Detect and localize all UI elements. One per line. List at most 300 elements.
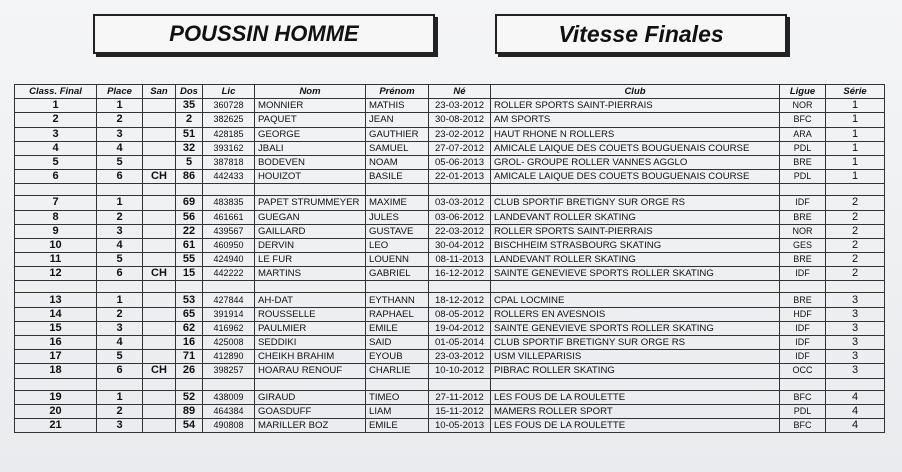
cell-lic: 416962 xyxy=(203,321,255,335)
cell-ligue: BFC xyxy=(780,418,826,432)
cell-place: 1 xyxy=(97,99,143,113)
cell-class-final: 14 xyxy=(15,307,97,321)
cell-san xyxy=(143,238,176,252)
cell-club: LES FOUS DE LA ROULETTE xyxy=(491,418,780,432)
cell-san xyxy=(143,418,176,432)
empty-cell xyxy=(203,378,255,390)
table-row xyxy=(15,99,885,113)
cell-serie: 3 xyxy=(826,307,885,321)
empty-cell xyxy=(826,184,885,196)
empty-cell xyxy=(97,184,143,196)
cell-prenom: CHARLIE xyxy=(366,364,429,378)
empty-cell xyxy=(366,184,429,196)
cell-lic: 387818 xyxy=(203,155,255,169)
col-club: Club xyxy=(491,85,780,99)
cell-nom: GEORGE xyxy=(255,127,366,141)
cell-serie: 1 xyxy=(826,113,885,127)
cell-nom: BODEVEN xyxy=(255,155,366,169)
cell-place: 4 xyxy=(97,238,143,252)
cell-club: AMICALE LAIQUE DES COUETS BOUGUENAIS COURSE xyxy=(491,170,780,184)
cell-ne: 27-07-2012 xyxy=(429,141,491,155)
cell-serie: 1 xyxy=(826,155,885,169)
cell-serie: 3 xyxy=(826,336,885,350)
cell-club: MAMERS ROLLER SPORT xyxy=(491,404,780,418)
cell-dos: 62 xyxy=(176,321,203,335)
cell-ligue: BRE xyxy=(780,253,826,267)
cell-lic: 464384 xyxy=(203,404,255,418)
cell-ne: 15-11-2012 xyxy=(429,404,491,418)
cell-prenom: LIAM xyxy=(366,404,429,418)
series-separator xyxy=(15,184,885,196)
empty-cell xyxy=(491,281,780,293)
col-nom: Nom xyxy=(255,85,366,99)
cell-ne: 10-10-2012 xyxy=(429,364,491,378)
col-lic: Lic xyxy=(203,85,255,99)
table-row xyxy=(15,364,885,378)
cell-serie: 4 xyxy=(826,390,885,404)
cell-ne: 27-11-2012 xyxy=(429,390,491,404)
cell-class-final: 1 xyxy=(15,99,97,113)
cell-place: 2 xyxy=(97,307,143,321)
cell-place: 6 xyxy=(97,170,143,184)
cell-class-final: 6 xyxy=(15,170,97,184)
table-row xyxy=(15,350,885,364)
cell-ligue: NOR xyxy=(780,224,826,238)
cell-dos: 56 xyxy=(176,210,203,224)
cell-club: AM SPORTS xyxy=(491,113,780,127)
cell-ligue: IDF xyxy=(780,196,826,210)
cell-prenom: EYTHANN xyxy=(366,293,429,307)
empty-cell xyxy=(780,184,826,196)
table-row xyxy=(15,293,885,307)
cell-nom: GIRAUD xyxy=(255,390,366,404)
cell-club: CPAL LOCMINE xyxy=(491,293,780,307)
cell-dos: 32 xyxy=(176,141,203,155)
cell-dos: 61 xyxy=(176,238,203,252)
cell-ne: 01-05-2014 xyxy=(429,336,491,350)
cell-lic: 442433 xyxy=(203,170,255,184)
cell-lic: 490808 xyxy=(203,418,255,432)
table-row xyxy=(15,336,885,350)
empty-cell xyxy=(97,281,143,293)
table-row xyxy=(15,267,885,281)
cell-dos: 55 xyxy=(176,253,203,267)
empty-cell xyxy=(826,378,885,390)
cell-nom: LE FUR xyxy=(255,253,366,267)
cell-ligue: BRE xyxy=(780,155,826,169)
cell-ne: 22-03-2012 xyxy=(429,224,491,238)
cell-serie: 2 xyxy=(826,253,885,267)
cell-prenom: GUSTAVE xyxy=(366,224,429,238)
cell-lic: 461661 xyxy=(203,210,255,224)
cell-class-final: 13 xyxy=(15,293,97,307)
cell-serie: 2 xyxy=(826,238,885,252)
empty-cell xyxy=(143,378,176,390)
cell-san xyxy=(143,253,176,267)
cell-class-final: 21 xyxy=(15,418,97,432)
empty-cell xyxy=(15,378,97,390)
cell-lic: 391914 xyxy=(203,307,255,321)
cell-nom: MONNIER xyxy=(255,99,366,113)
cell-dos: 69 xyxy=(176,196,203,210)
cell-san: CH xyxy=(143,170,176,184)
cell-class-final: 2 xyxy=(15,113,97,127)
cell-club: AMICALE LAIQUE DES COUETS BOUGUENAIS COURSE xyxy=(491,141,780,155)
cell-san xyxy=(143,307,176,321)
empty-cell xyxy=(780,281,826,293)
cell-class-final: 9 xyxy=(15,224,97,238)
cell-san xyxy=(143,113,176,127)
cell-dos: 26 xyxy=(176,364,203,378)
cell-lic: 393162 xyxy=(203,141,255,155)
cell-prenom: TIMEO xyxy=(366,390,429,404)
cell-club: GROL- GROUPE ROLLER VANNES AGGLO xyxy=(491,155,780,169)
empty-cell xyxy=(176,378,203,390)
cell-lic: 427844 xyxy=(203,293,255,307)
cell-lic: 428185 xyxy=(203,127,255,141)
empty-cell xyxy=(176,281,203,293)
cell-ne: 30-04-2012 xyxy=(429,238,491,252)
cell-nom: GOASDUFF xyxy=(255,404,366,418)
cell-prenom: MATHIS xyxy=(366,99,429,113)
cell-ne: 08-05-2012 xyxy=(429,307,491,321)
empty-cell xyxy=(97,378,143,390)
table-row xyxy=(15,170,885,184)
cell-prenom: RAPHAEL xyxy=(366,307,429,321)
cell-class-final: 20 xyxy=(15,404,97,418)
cell-dos: 53 xyxy=(176,293,203,307)
cell-ligue: BFC xyxy=(780,113,826,127)
results-table xyxy=(14,84,885,433)
table-row xyxy=(15,390,885,404)
cell-place: 5 xyxy=(97,155,143,169)
cell-class-final: 18 xyxy=(15,364,97,378)
cell-class-final: 19 xyxy=(15,390,97,404)
series-separator xyxy=(15,281,885,293)
cell-ligue: PDL xyxy=(780,170,826,184)
cell-san xyxy=(143,390,176,404)
cell-place: 1 xyxy=(97,293,143,307)
cell-lic: 460950 xyxy=(203,238,255,252)
cell-club: PIBRAC ROLLER SKATING xyxy=(491,364,780,378)
cell-place: 5 xyxy=(97,253,143,267)
cell-ne: 30-08-2012 xyxy=(429,113,491,127)
empty-cell xyxy=(203,184,255,196)
cell-club: ROLLER SPORTS SAINT-PIERRAIS xyxy=(491,99,780,113)
cell-ligue: OCC xyxy=(780,364,826,378)
cell-prenom: EMILE xyxy=(366,418,429,432)
cell-prenom: MAXIME xyxy=(366,196,429,210)
empty-cell xyxy=(366,281,429,293)
cell-serie: 2 xyxy=(826,267,885,281)
cell-nom: MARILLER BOZ xyxy=(255,418,366,432)
cell-san xyxy=(143,141,176,155)
cell-place: 1 xyxy=(97,196,143,210)
cell-place: 4 xyxy=(97,141,143,155)
cell-club: SAINTE GENEVIEVE SPORTS ROLLER SKATING xyxy=(491,321,780,335)
cell-class-final: 17 xyxy=(15,350,97,364)
empty-cell xyxy=(366,378,429,390)
cell-ligue: PDL xyxy=(780,141,826,155)
cell-san xyxy=(143,210,176,224)
cell-prenom: SAMUEL xyxy=(366,141,429,155)
cell-place: 3 xyxy=(97,224,143,238)
cell-san xyxy=(143,196,176,210)
cell-club: SAINTE GENEVIEVE SPORTS ROLLER SKATING xyxy=(491,267,780,281)
cell-class-final: 15 xyxy=(15,321,97,335)
empty-cell xyxy=(255,378,366,390)
cell-prenom: LEO xyxy=(366,238,429,252)
empty-cell xyxy=(429,378,491,390)
cell-prenom: GAUTHIER xyxy=(366,127,429,141)
cell-prenom: JULES xyxy=(366,210,429,224)
cell-lic: 360728 xyxy=(203,99,255,113)
table-row xyxy=(15,127,885,141)
cell-serie: 3 xyxy=(826,350,885,364)
cell-place: 2 xyxy=(97,404,143,418)
cell-san xyxy=(143,293,176,307)
cell-dos: 86 xyxy=(176,170,203,184)
cell-ligue: NOR xyxy=(780,99,826,113)
cell-lic: 438009 xyxy=(203,390,255,404)
cell-ne: 18-12-2012 xyxy=(429,293,491,307)
cell-place: 3 xyxy=(97,127,143,141)
cell-nom: GAILLARD xyxy=(255,224,366,238)
cell-dos: 5 xyxy=(176,155,203,169)
cell-ne: 03-03-2012 xyxy=(429,196,491,210)
cell-club: USM VILLEPARISIS xyxy=(491,350,780,364)
cell-prenom: BASILE xyxy=(366,170,429,184)
cell-dos: 65 xyxy=(176,307,203,321)
table-row xyxy=(15,155,885,169)
cell-nom: AH-DAT xyxy=(255,293,366,307)
cell-prenom: EYOUB xyxy=(366,350,429,364)
cell-prenom: JEAN xyxy=(366,113,429,127)
cell-club: LES FOUS DE LA ROULETTE xyxy=(491,390,780,404)
empty-cell xyxy=(15,281,97,293)
cell-lic: 442222 xyxy=(203,267,255,281)
cell-san: CH xyxy=(143,267,176,281)
cell-class-final: 12 xyxy=(15,267,97,281)
cell-ligue: BRE xyxy=(780,293,826,307)
cell-dos: 16 xyxy=(176,336,203,350)
col-serie: Série xyxy=(826,85,885,99)
cell-ligue: IDF xyxy=(780,267,826,281)
event-title: Vitesse Finales xyxy=(495,14,787,54)
cell-nom: HOUIZOT xyxy=(255,170,366,184)
table-row xyxy=(15,321,885,335)
cell-san xyxy=(143,350,176,364)
cell-ligue: GES xyxy=(780,238,826,252)
cell-lic: 483835 xyxy=(203,196,255,210)
cell-ligue: PDL xyxy=(780,404,826,418)
cell-club: ROLLERS EN AVESNOIS xyxy=(491,307,780,321)
cell-club: BISCHHEIM STRASBOURG SKATING xyxy=(491,238,780,252)
cell-nom: PAPET STRUMMEYER xyxy=(255,196,366,210)
cell-class-final: 4 xyxy=(15,141,97,155)
empty-cell xyxy=(429,281,491,293)
table-row xyxy=(15,238,885,252)
col-class-final: Class. Final xyxy=(15,85,97,99)
series-separator xyxy=(15,378,885,390)
table-row xyxy=(15,404,885,418)
cell-prenom: LOUENN xyxy=(366,253,429,267)
cell-lic: 398257 xyxy=(203,364,255,378)
cell-nom: ROUSSELLE xyxy=(255,307,366,321)
cell-san xyxy=(143,99,176,113)
col-ligue: Ligue xyxy=(780,85,826,99)
cell-ligue: IDF xyxy=(780,321,826,335)
cell-san xyxy=(143,155,176,169)
table-row xyxy=(15,113,885,127)
cell-place: 3 xyxy=(97,321,143,335)
cell-ne: 03-06-2012 xyxy=(429,210,491,224)
cell-serie: 3 xyxy=(826,321,885,335)
cell-ligue: BFC xyxy=(780,390,826,404)
col-san: San xyxy=(143,85,176,99)
cell-ne: 23-03-2012 xyxy=(429,99,491,113)
empty-cell xyxy=(826,281,885,293)
table-row xyxy=(15,307,885,321)
cell-class-final: 5 xyxy=(15,155,97,169)
cell-nom: PAULMIER xyxy=(255,321,366,335)
results-body xyxy=(15,99,885,433)
category-title: POUSSIN HOMME xyxy=(93,14,435,54)
cell-ligue: BRE xyxy=(780,210,826,224)
col-place: Place xyxy=(97,85,143,99)
cell-lic: 382625 xyxy=(203,113,255,127)
cell-nom: SEDDIKI xyxy=(255,336,366,350)
cell-place: 4 xyxy=(97,336,143,350)
cell-ne: 22-01-2013 xyxy=(429,170,491,184)
cell-class-final: 11 xyxy=(15,253,97,267)
cell-club: ROLLER SPORTS SAINT-PIERRAIS xyxy=(491,224,780,238)
cell-ligue: IDF xyxy=(780,336,826,350)
table-row xyxy=(15,210,885,224)
cell-prenom: NOAM xyxy=(366,155,429,169)
cell-club: CLUB SPORTIF BRETIGNY SUR ORGE RS xyxy=(491,196,780,210)
cell-lic: 425008 xyxy=(203,336,255,350)
cell-dos: 22 xyxy=(176,224,203,238)
table-row xyxy=(15,224,885,238)
cell-class-final: 8 xyxy=(15,210,97,224)
cell-nom: DERVIN xyxy=(255,238,366,252)
cell-place: 2 xyxy=(97,210,143,224)
cell-class-final: 7 xyxy=(15,196,97,210)
cell-ne: 08-11-2013 xyxy=(429,253,491,267)
empty-cell xyxy=(491,184,780,196)
cell-ne: 05-06-2013 xyxy=(429,155,491,169)
cell-serie: 1 xyxy=(826,99,885,113)
table-row xyxy=(15,196,885,210)
empty-cell xyxy=(491,378,780,390)
cell-place: 3 xyxy=(97,418,143,432)
cell-ligue: ARA xyxy=(780,127,826,141)
cell-serie: 3 xyxy=(826,364,885,378)
cell-prenom: EMILE xyxy=(366,321,429,335)
cell-san xyxy=(143,224,176,238)
cell-class-final: 16 xyxy=(15,336,97,350)
cell-nom: CHEIKH BRAHIM xyxy=(255,350,366,364)
col-prenom: Prénom xyxy=(366,85,429,99)
cell-serie: 1 xyxy=(826,141,885,155)
cell-lic: 439567 xyxy=(203,224,255,238)
cell-dos: 35 xyxy=(176,99,203,113)
cell-nom: PAQUET xyxy=(255,113,366,127)
cell-ligue: HDF xyxy=(780,307,826,321)
cell-place: 6 xyxy=(97,364,143,378)
cell-lic: 412890 xyxy=(203,350,255,364)
cell-dos: 71 xyxy=(176,350,203,364)
cell-ligue: IDF xyxy=(780,350,826,364)
cell-ne: 23-03-2012 xyxy=(429,350,491,364)
cell-serie: 1 xyxy=(826,127,885,141)
cell-ne: 19-04-2012 xyxy=(429,321,491,335)
cell-dos: 51 xyxy=(176,127,203,141)
empty-cell xyxy=(143,281,176,293)
cell-club: LANDEVANT ROLLER SKATING xyxy=(491,253,780,267)
empty-cell xyxy=(255,281,366,293)
cell-place: 5 xyxy=(97,350,143,364)
cell-san xyxy=(143,404,176,418)
cell-san xyxy=(143,336,176,350)
cell-place: 2 xyxy=(97,113,143,127)
cell-nom: JBALI xyxy=(255,141,366,155)
empty-cell xyxy=(176,184,203,196)
table-row xyxy=(15,253,885,267)
cell-serie: 2 xyxy=(826,196,885,210)
cell-club: HAUT RHONE N ROLLERS xyxy=(491,127,780,141)
cell-class-final: 10 xyxy=(15,238,97,252)
cell-lic: 424940 xyxy=(203,253,255,267)
cell-ne: 23-02-2012 xyxy=(429,127,491,141)
col-dos: Dos xyxy=(176,85,203,99)
cell-san xyxy=(143,321,176,335)
cell-dos: 54 xyxy=(176,418,203,432)
cell-nom: GUEGAN xyxy=(255,210,366,224)
cell-dos: 89 xyxy=(176,404,203,418)
empty-cell xyxy=(15,184,97,196)
cell-prenom: SAID xyxy=(366,336,429,350)
cell-serie: 2 xyxy=(826,210,885,224)
cell-club: LANDEVANT ROLLER SKATING xyxy=(491,210,780,224)
cell-nom: HOARAU RENOUF xyxy=(255,364,366,378)
empty-cell xyxy=(255,184,366,196)
cell-dos: 2 xyxy=(176,113,203,127)
cell-class-final: 3 xyxy=(15,127,97,141)
cell-serie: 3 xyxy=(826,293,885,307)
col-ne: Né xyxy=(429,85,491,99)
empty-cell xyxy=(143,184,176,196)
empty-cell xyxy=(203,281,255,293)
cell-place: 1 xyxy=(97,390,143,404)
empty-cell xyxy=(780,378,826,390)
cell-prenom: GABRIEL xyxy=(366,267,429,281)
table-row xyxy=(15,141,885,155)
table-row xyxy=(15,418,885,432)
empty-cell xyxy=(429,184,491,196)
cell-serie: 2 xyxy=(826,224,885,238)
cell-san: CH xyxy=(143,364,176,378)
cell-serie: 1 xyxy=(826,170,885,184)
header-row xyxy=(15,85,885,99)
cell-san xyxy=(143,127,176,141)
cell-ne: 10-05-2013 xyxy=(429,418,491,432)
cell-club: CLUB SPORTIF BRETIGNY SUR ORGE RS xyxy=(491,336,780,350)
cell-ne: 16-12-2012 xyxy=(429,267,491,281)
cell-place: 6 xyxy=(97,267,143,281)
cell-dos: 52 xyxy=(176,390,203,404)
